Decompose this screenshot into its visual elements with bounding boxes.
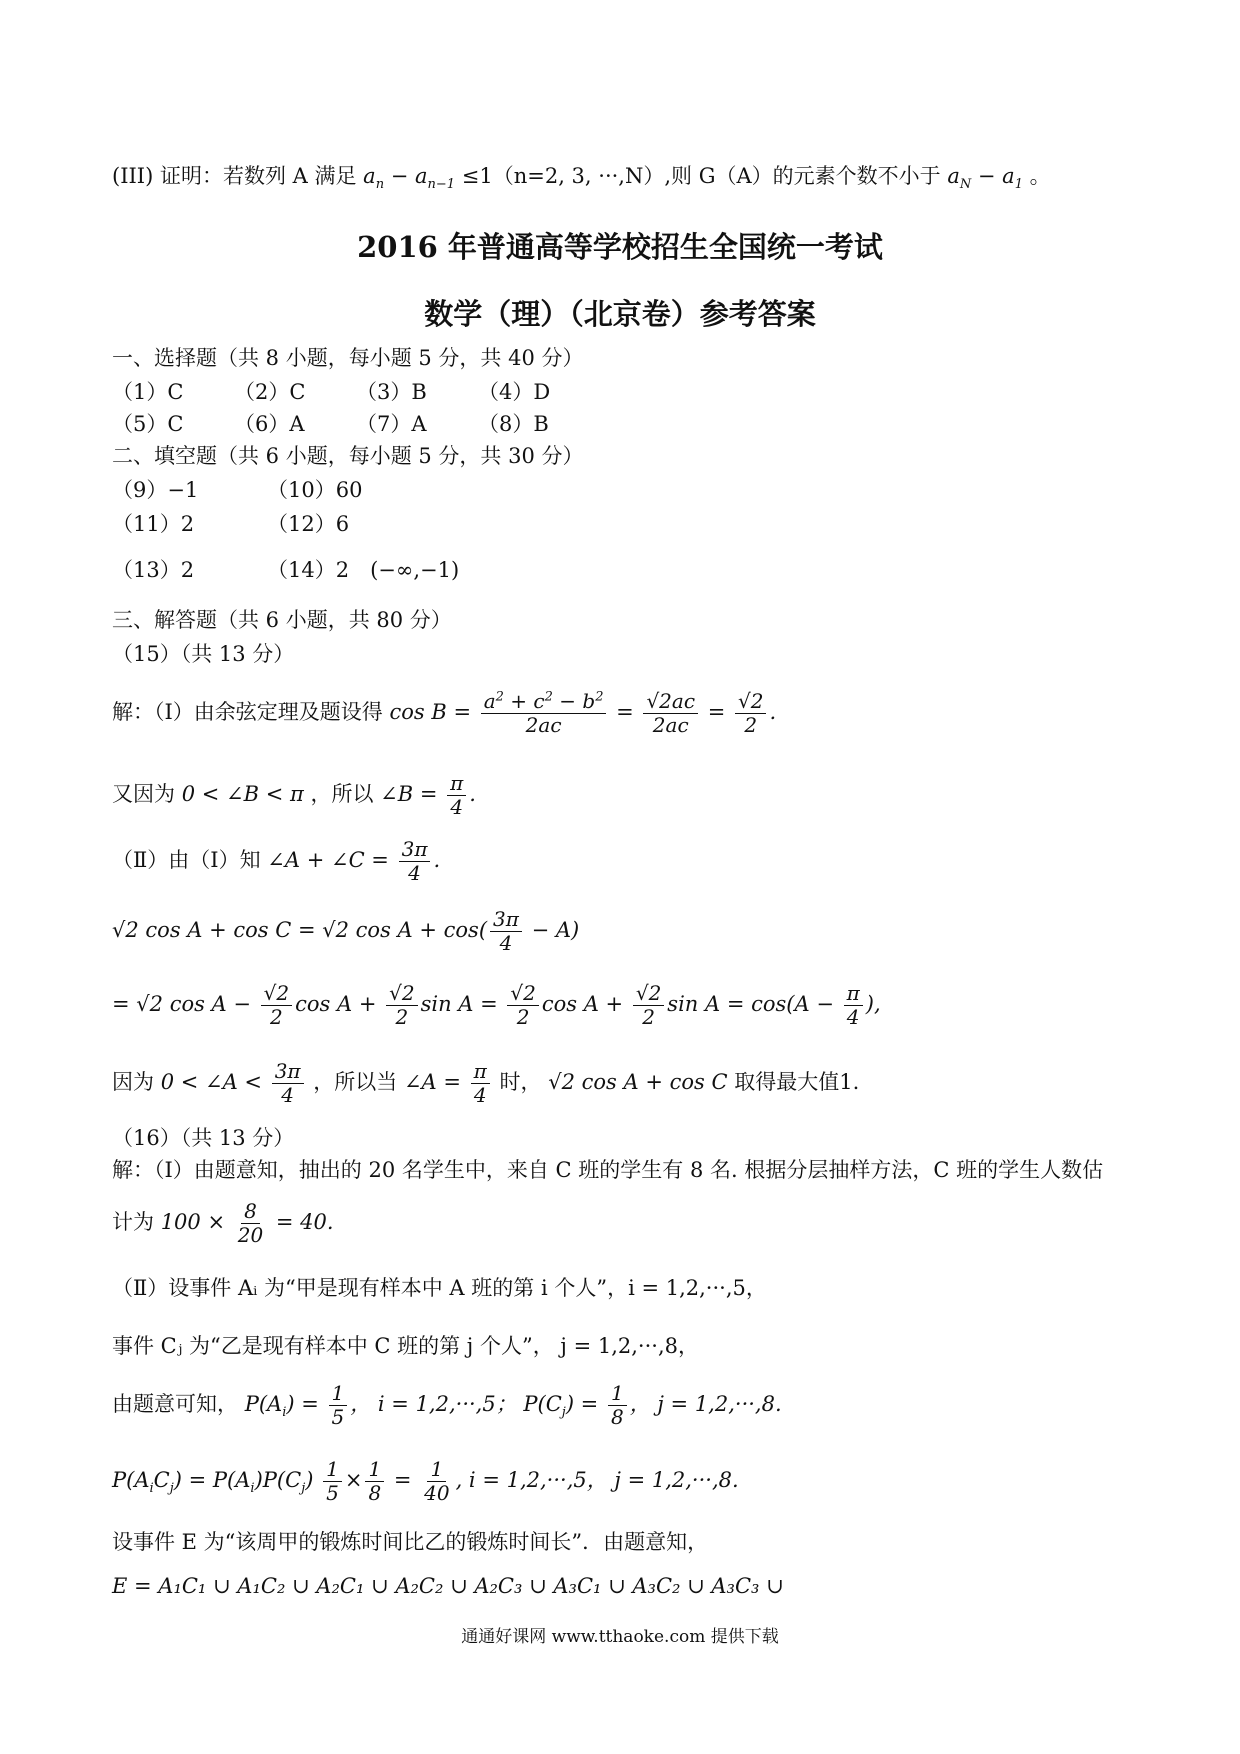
section2-header: 二、填空题（共 6 小题，每小题 5 分，共 30 分） xyxy=(112,444,584,468)
q15-text: ，所以当 xyxy=(313,1070,398,1094)
problem-prefix: (III) 证明：若数列 A 满足 xyxy=(112,164,357,188)
q16-line-3: （Ⅱ）设事件 Aᵢ 为“甲是现有样本中 A 班的第 i 个人”，i = 1,2,···,5， xyxy=(112,1276,767,1300)
q15-text: ，所以 xyxy=(310,782,374,806)
section3-header: 三、解答题（共 6 小题，共 80 分） xyxy=(112,608,452,632)
q15-line-3 xyxy=(112,838,440,885)
q15-formula: 0 < ∠A < $\frac{3\pi}{4}$ xyxy=(161,1070,307,1094)
q16-formula: 100 × $\frac{8}{20}$ = 40. xyxy=(160,1199,334,1247)
q15-line-1 xyxy=(112,690,776,737)
page-footer: 通通好课网 www.tthaoke.com 提供下载 xyxy=(461,1627,779,1647)
q15-heading: （15）（共 13 分） xyxy=(112,642,295,666)
answer-item: （10）60 xyxy=(267,478,363,502)
problem-suffix: 。 xyxy=(1029,164,1051,188)
answer-item: （9）−1 xyxy=(112,478,199,502)
q16-text: 由题意可知， xyxy=(112,1392,238,1416)
q15-text: （Ⅱ）由（Ⅰ）知 xyxy=(112,848,261,872)
q15-formula: cos B = $\frac{a^2 + c^2 - b^2}{2ac}$ = $\frac{√2ac}{2ac}$ = $\frac{√2}{2}$ . xyxy=(389,689,777,737)
sequence-difference: $a_n - a_{n-1}$ xyxy=(363,164,456,193)
answer-item: （8）B xyxy=(478,412,549,436)
q15-formula: √2 cos A + cos C xyxy=(548,1070,728,1094)
section2-row-1 xyxy=(112,478,362,503)
q15-text: 时， xyxy=(499,1070,542,1094)
answer-title: 数学（理）（北京卷）参考答案 xyxy=(424,297,816,331)
q16-line-1: 解：（Ⅰ）由题意知，抽出的 20 名学生中，来自 C 班的学生有 8 名. 根据分层抽样方法，C 班的学生人数估 xyxy=(112,1158,1104,1182)
q16-line-5 xyxy=(112,1382,782,1429)
answer-item: （14）2 (−∞,−1) xyxy=(267,558,460,582)
answer-item: （11）2 xyxy=(112,512,195,536)
q15-line-2 xyxy=(112,772,476,819)
q15-text: 又因为 xyxy=(112,782,175,806)
exam-title: 2016 年普通高等学校招生全国统一考试 xyxy=(357,230,883,264)
answer-item: （1）C xyxy=(112,380,184,404)
q15-line-4 xyxy=(112,908,579,955)
answer-item: （7）A xyxy=(356,412,427,436)
section2-row-3 xyxy=(112,558,459,583)
q16-formula: $P(A_i)$ = $\frac{1}{5}$ ， i = 1,2,···,5； $P(C_j)$ = $\frac{1}{8}$ ， j = 1,2,···,8. xyxy=(244,1381,782,1429)
q16-formula: $P(A_iC_j) = P(A_i)P(C_j)$ $\frac{1}{5}$ × $\frac{1}{8}$ = $\frac{1}{40}$ , i = 1,2,···,5， j = 1,2,···,8. xyxy=(112,1457,739,1505)
q16-line-7: 设事件 E 为“该周甲的锻炼时间比乙的锻炼时间长”．由题意知， xyxy=(112,1530,709,1554)
q15-text: 取得最大值1. xyxy=(734,1070,860,1094)
q16-heading: （16）（共 13 分） xyxy=(112,1126,295,1150)
q15-formula: ∠B = $\frac{\pi}{4}$ . xyxy=(380,771,476,819)
answer-item: （13）2 xyxy=(112,558,195,582)
q16-line-6 xyxy=(112,1458,739,1505)
q15-formula: ∠A = $\frac{\pi}{4}$ xyxy=(404,1070,493,1094)
q16-line-4: 事件 Cⱼ 为“乙是现有样本中 C 班的第 j 个人”， j = 1,2,···,8， xyxy=(112,1334,699,1358)
q15-formula: = √2 cos A − $\frac{√2}{2}$ cos A + $\frac{√2}{2}$ sin A = $\frac{√2}{2}$ cos A + $\frac{√2}{2}$ sin A = cos(A − $\frac{\pi}{4}$ ), xyxy=(112,981,881,1029)
problem-condition: ≤1（n=2, 3, ···,N）,则 G（A）的元素个数不小于 xyxy=(461,164,941,188)
q15-formula: 0 < ∠B < π xyxy=(181,782,304,806)
q16-text: 计为 xyxy=(112,1210,154,1234)
q15-formula: √2 cos A + cos C = √2 cos A + cos( $\frac{3\pi}{4}$ − A) xyxy=(112,907,580,955)
q16-line-8: E = A₁C₁ ∪ A₁C₂ ∪ A₂C₁ ∪ A₂C₂ ∪ A₂C₃ ∪ A₃C₁ ∪ A₃C₂ ∪ A₃C₃ ∪ xyxy=(112,1574,784,1598)
problem-statement-line xyxy=(112,164,1051,193)
q15-line-5 xyxy=(112,982,881,1029)
q15-text: 解：（Ⅰ）由余弦定理及题设得 xyxy=(112,700,383,724)
answer-item: （2）C xyxy=(234,380,306,404)
answer-item: （3）B xyxy=(356,380,427,404)
q15-line-6 xyxy=(112,1060,859,1107)
answer-item: （6）A xyxy=(234,412,305,436)
section1-header: 一、选择题（共 8 小题，每小题 5 分，共 40 分） xyxy=(112,346,584,370)
section2-row-2 xyxy=(112,512,349,537)
sequence-range: $a_N - a_1$ xyxy=(947,164,1023,193)
q15-text: 因为 xyxy=(112,1070,154,1094)
answer-item: （12）6 xyxy=(267,512,350,536)
q16-line-2 xyxy=(112,1200,334,1247)
answer-item: （4）D xyxy=(478,380,551,404)
answer-item: （5）C xyxy=(112,412,184,436)
q15-formula: ∠A + ∠C = $\frac{3\pi}{4}$ . xyxy=(267,837,441,885)
section1-row-1 xyxy=(112,380,600,405)
section1-row-2 xyxy=(112,412,600,437)
